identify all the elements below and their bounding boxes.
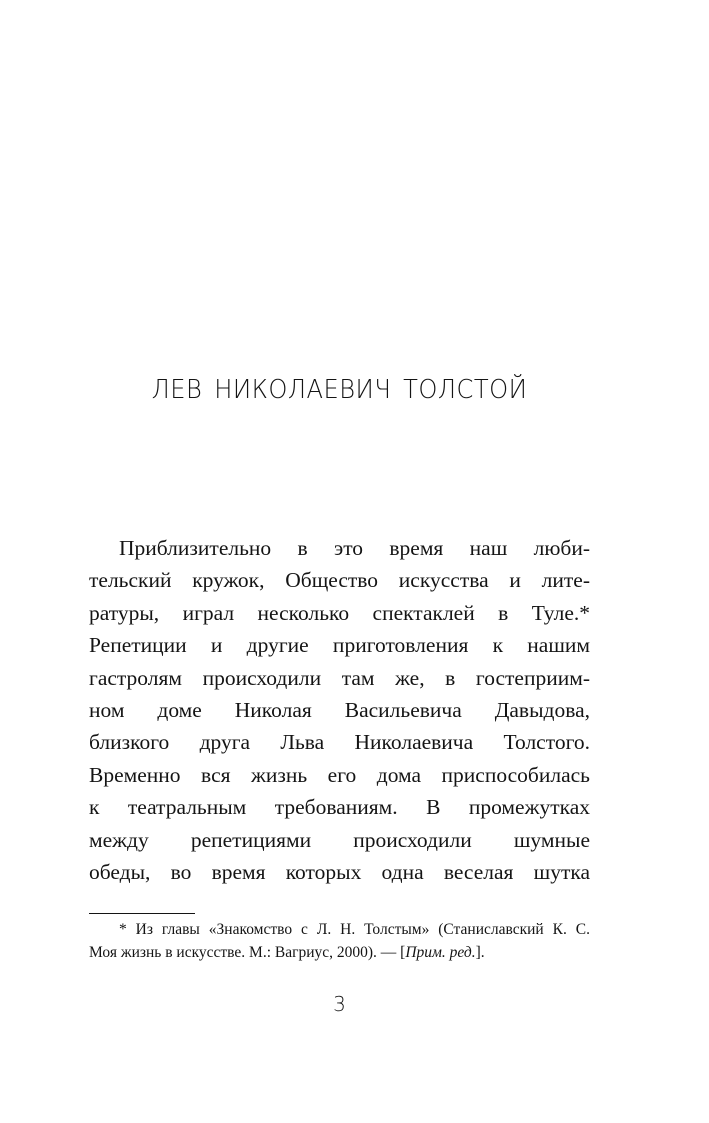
body-line: Репетиции и другие приготовления к нашим (89, 633, 590, 658)
body-line: ном доме Николая Васильевича Давыдова, (89, 697, 590, 722)
body-text (89, 532, 590, 888)
body-line: Временно вся жизнь его дома приспособилась (89, 762, 590, 787)
footnote-line (89, 941, 590, 964)
chapter-title: ЛЕВ НИКОЛАЕВИЧ ТОЛСТОЙ (151, 375, 528, 405)
footnote-divider (89, 913, 195, 914)
footnote-text: ]. (475, 944, 485, 961)
footnote-line: * Из главы «Знакомство с Л. Н. Толстым» (Станиславский К. С. (119, 921, 590, 938)
body-line: тельский кружок, Общество искусства и лите- (89, 568, 590, 593)
body-line: между репетициями происходили шумные (89, 827, 590, 852)
footnote (89, 918, 590, 964)
editor-note: Прим. ред. (405, 944, 476, 961)
page-number: 3 (333, 992, 346, 1016)
body-line: к театральным требованиям. В промежутках (89, 795, 590, 820)
footnote-text: Моя жизнь в искусстве. М.: Вагриус, 2000). — [ (89, 944, 406, 961)
body-line: обеды, во время которых одна веселая шутка (89, 859, 590, 884)
body-line: близкого друга Льва Николаевича Толстого. (89, 730, 590, 755)
body-line: Приблизительно в это время наш люби- (119, 536, 590, 560)
body-line: гастролям происходили там же, в гостеприим- (89, 665, 590, 690)
body-line: ратуры, играл несколько спектаклей в Туле.* (89, 600, 590, 625)
